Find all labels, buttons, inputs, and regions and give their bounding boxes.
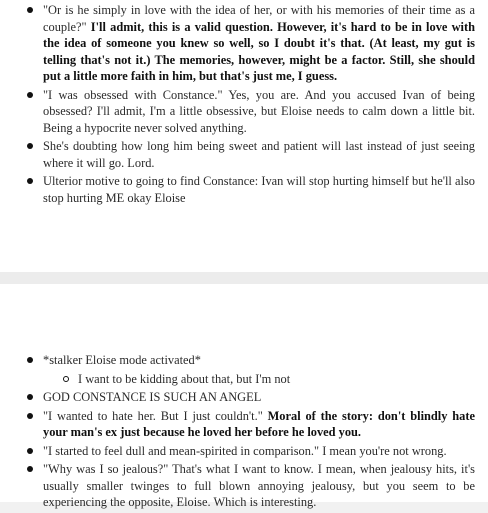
item-text: "Why was I so jealous?" That's what I want to know. I mean, when jealousy hits, it's usually smaller twinges to full blown annoying jealousy, but you seem to be experiencing the opposite, Eloise. Which is interesting. (43, 462, 475, 509)
list-item (0, 2, 488, 85)
list-item (0, 443, 488, 460)
bullet-icon (27, 143, 33, 149)
item-text: GOD CONSTANCE IS SUCH AN ANGEL (43, 390, 262, 404)
bullet-icon (27, 357, 33, 363)
list-item (0, 138, 488, 171)
bullet-icon (27, 413, 33, 419)
open-bullet-icon (63, 376, 69, 382)
bullet-icon (27, 7, 33, 13)
list-item (0, 352, 488, 369)
document-page-bottom (0, 284, 488, 509)
bullet-icon (27, 394, 33, 400)
notes-list-top (0, 2, 488, 208)
item-text: *stalker Eloise mode activated* (43, 353, 201, 367)
item-text-bold: I'll admit, this is a valid question. However, it's hard to be in love with the idea of someone you knew so well, so I doubt it's that. (At least, my gut is telling that's not it.) The memories, however, might be a factor. Still, she should put a little more faith in him, but that's just me, I guess. (43, 19, 475, 83)
list-item (0, 389, 488, 406)
list-item (0, 461, 488, 511)
page-gap (0, 272, 488, 284)
item-text: "I was obsessed with Constance." Yes, you are. And you accused Ivan of being obsessed? I'll admit, I'm a little obsessive, but Eloise needs to calm down a little bit. Being a hypocrite never solved anything. (43, 87, 475, 135)
bullet-icon (27, 448, 33, 454)
item-text-bold: Moral of the story: don't blindly hate your man's ex just because he loved her before he loved you. (43, 408, 475, 439)
bullet-icon (27, 92, 33, 98)
item-text: Ulterior motive to going to find Constance: Ivan will stop hurting himself but he'll also stop hurting ME okay Eloise (43, 174, 475, 205)
list-item (0, 408, 488, 441)
item-text: She's doubting how long him being sweet and patient will last instead of just seeing where it will go. Lord. (43, 139, 475, 170)
sub-list-item (0, 371, 488, 388)
list-item (0, 173, 488, 206)
item-text: "I wanted to hate her. But I just couldn't." (43, 408, 268, 423)
notes-list-bottom (0, 352, 488, 513)
item-text: "I started to feel dull and mean-spirited in comparison." I mean you're not wrong. (43, 443, 447, 458)
bullet-icon (27, 178, 33, 184)
item-text: "Or is he simply in love with the idea of her, or with his memories of their time as a couple?" (43, 3, 475, 34)
bullet-icon (27, 466, 33, 472)
list-item (0, 87, 488, 137)
item-text: I want to be kidding about that, but I'm not (78, 371, 291, 386)
